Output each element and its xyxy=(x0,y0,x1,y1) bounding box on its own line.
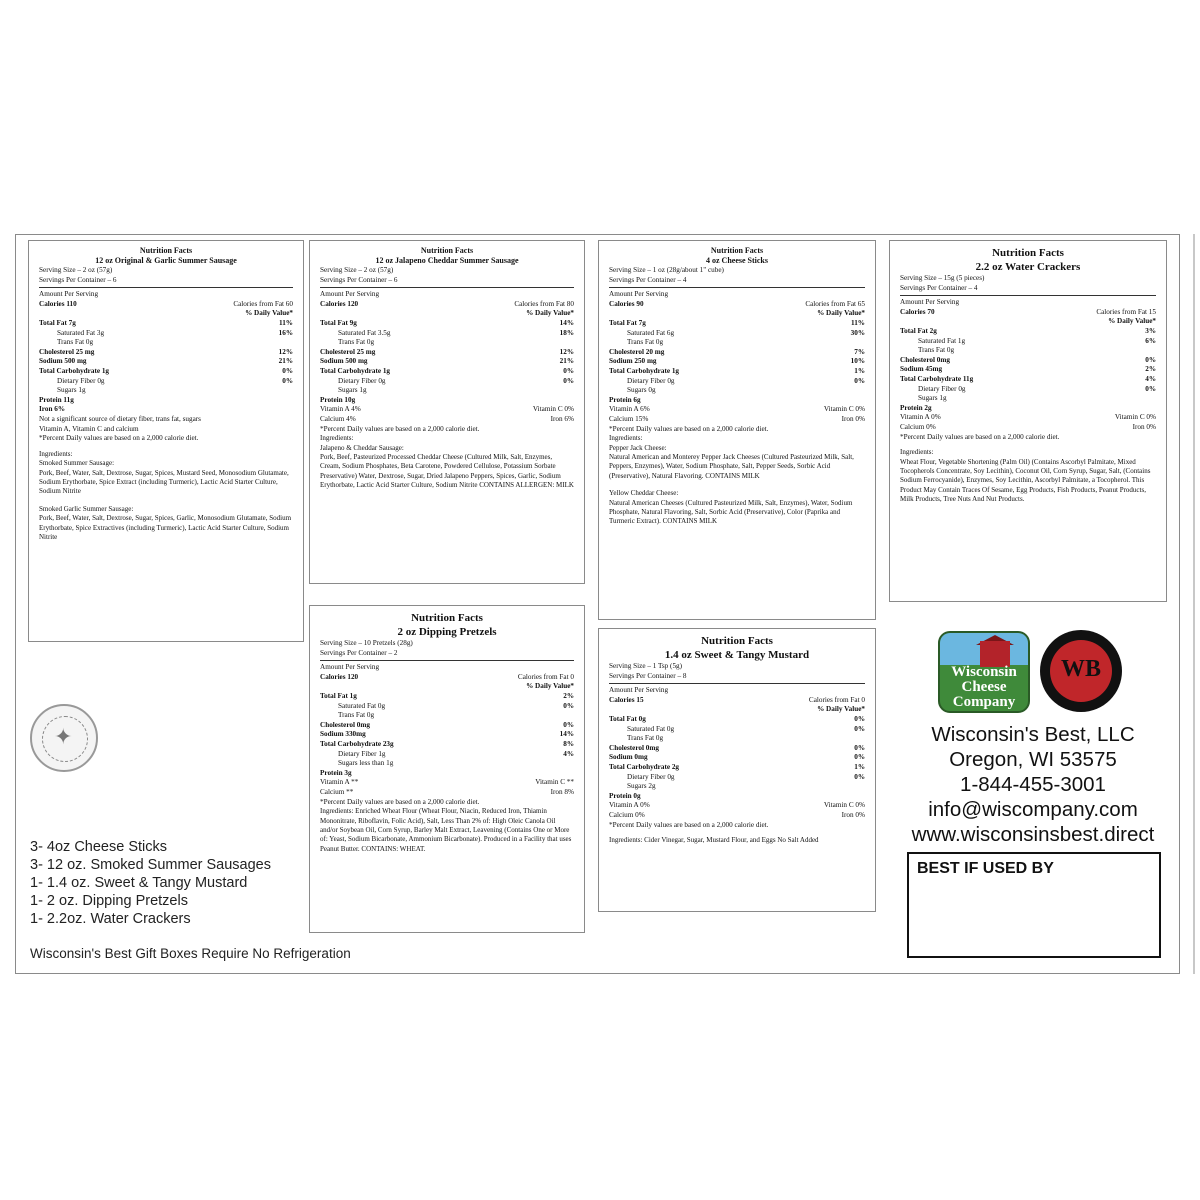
nutrient-name: Total Carbohydrate 2g xyxy=(609,762,680,771)
nutrient-dv: 0% xyxy=(854,743,865,752)
nutrient-name: Total Fat 1g xyxy=(320,691,357,700)
nutrient-dv: 0% xyxy=(282,376,293,385)
nutrient-dv: 0% xyxy=(854,376,865,385)
daily-value-heading: % Daily Value* xyxy=(817,705,865,714)
nutrient-row xyxy=(609,773,865,783)
ingredients-text: Ingredients: Enriched Wheat Flour (Wheat Flour, Niacin, Reduced Iron, Thiamin Mononitrate, Riboflavin, Folic Acid), Salt, Less Than 2% of: High Oleic Canola Oil and/or Soybean Oil, Corn Syrup, Barley Malt Extract, Leavening (Contains One or More of: Yeast, Sodium Bicarbonate, Ammonium Bicarbonate). Produced in a Facility that uses Peanut Butter. CONTAINS: WHEAT. xyxy=(320,807,572,853)
calories: Calories 120 xyxy=(320,299,359,308)
nutrient-row xyxy=(39,329,293,339)
nutrient-row xyxy=(609,792,865,802)
nutrient-dv: 8% xyxy=(563,739,574,748)
nutrient-name: Sugars 1g xyxy=(338,386,367,395)
wisconsin-cheese-company-logo: Wisconsin Cheese Company xyxy=(938,631,1030,713)
nutrient-dv: 1% xyxy=(854,762,865,771)
nutrient-dv: 0% xyxy=(1145,355,1156,364)
nutrient-name: Saturated Fat 1g xyxy=(918,336,966,345)
nutrient-name: Protein 2g xyxy=(900,403,932,412)
nutrient-row xyxy=(609,357,865,367)
nutrient-row xyxy=(39,386,293,396)
nutrient-name: Dietary Fiber 0g xyxy=(627,376,675,385)
vitamin-left: Calcium 15% xyxy=(609,414,649,423)
nutrient-row xyxy=(609,338,865,348)
nutrition-panel-cheese-sticks xyxy=(598,240,876,620)
nutrient-name: Total Carbohydrate 1g xyxy=(39,366,110,375)
daily-value-heading: % Daily Value* xyxy=(1108,317,1156,326)
edge-line xyxy=(1193,234,1195,974)
nutrient-name: Saturated Fat 0g xyxy=(338,701,386,710)
vitamin-right: Iron 8% xyxy=(550,787,574,796)
vitamin-left: Calcium 0% xyxy=(900,422,936,431)
nutrient-dv: 2% xyxy=(1145,365,1156,374)
nutrient-name: Saturated Fat 6g xyxy=(627,328,675,337)
nutrient-name: Dietary Fiber 0g xyxy=(627,772,675,781)
nutrient-name: Saturated Fat 3g xyxy=(57,328,105,337)
nutrient-dv: 1% xyxy=(854,366,865,375)
nutrient-name: Dietary Fiber 0g xyxy=(338,376,386,385)
ingredients-text: Pepper Jack Cheese: xyxy=(609,443,667,452)
nutrition-title: Nutrition Facts xyxy=(710,246,764,255)
nutrient-name: Cholesterol 0mg xyxy=(609,743,659,752)
vitamin-left: Vitamin A 0% xyxy=(900,413,941,422)
nutrient-row xyxy=(900,327,1156,337)
calories: Calories 15 xyxy=(609,695,644,704)
nutrient-row xyxy=(609,715,865,725)
nutrient-name: Sugars 1g xyxy=(918,394,947,403)
nutrient-row xyxy=(609,753,865,763)
nutrient-name: Sodium 45mg xyxy=(900,365,943,374)
nutrient-name: Protein 6g xyxy=(609,395,641,404)
nutrient-dv: 18% xyxy=(559,328,574,337)
daily-value-footnote: *Percent Daily values are based on a 2,000 calorie diet. xyxy=(39,434,199,443)
company-email: info@wiscompany.com xyxy=(928,798,1138,821)
nutrient-name: Total Fat 0g xyxy=(609,714,646,723)
nutrient-name: Dietary Fiber 0g xyxy=(918,384,966,393)
nutrient-row xyxy=(609,763,865,773)
nutrient-row xyxy=(609,725,865,735)
ingredients-text: Wheat Flour, Vegetable Shortening (Palm Oil) (Contains Ascorbyl Palmitate, Mixed Tocopherols Concentrate, Soy Lecithin), Coconut Oil, Corn Syrup, Sugar, Salt, (Contains Sodium Ferrocyanide), Enzymes, Soy Lecithin, Ascorbyl Palmitate, a Tocopherol. This Product May Contain Traces Of Sesame, Egg Products, Fish Products, Peanut Products, Milk Products, Tree Nuts And Nut Products. xyxy=(900,457,1151,504)
nutrient-row xyxy=(39,396,293,406)
vitamin-row xyxy=(320,415,574,425)
nutrient-row xyxy=(609,744,865,754)
best-if-used-by-label: BEST IF USED BY xyxy=(917,860,1054,877)
nutrient-row xyxy=(320,348,574,358)
divider xyxy=(320,287,574,288)
nutrient-dv: 0% xyxy=(563,701,574,710)
amount-per-serving: Amount Per Serving xyxy=(39,290,99,299)
nutrient-name: Trans Fat 0g xyxy=(338,711,375,720)
nutrient-row xyxy=(609,348,865,358)
wisconsins-best-logo: WB xyxy=(1040,630,1122,712)
nutrient-row xyxy=(609,734,865,744)
contents-item: 3- 12 oz. Smoked Summer Sausages xyxy=(30,857,271,873)
vitamin-right: Iron 0% xyxy=(841,810,865,819)
ingredients-text: Smoked Garlic Summer Sausage: xyxy=(39,504,134,513)
contents-item: 1- 2 oz. Dipping Pretzels xyxy=(30,893,188,909)
nutrition-panel-mustard xyxy=(598,628,876,912)
nutrient-name: Protein 3g xyxy=(320,768,352,777)
nutrient-row xyxy=(900,346,1156,356)
nutrient-row xyxy=(320,702,574,712)
nutrient-dv: 0% xyxy=(854,772,865,781)
nutrient-name: Saturated Fat 3.5g xyxy=(338,328,391,337)
nutrient-row xyxy=(609,782,865,792)
nutrient-dv: 7% xyxy=(854,347,865,356)
nutrient-row xyxy=(320,386,574,396)
ingredients-text: Smoked Summer Sausage: xyxy=(39,459,115,468)
nutrient-row xyxy=(320,692,574,702)
vitamin-left: Vitamin A 4% xyxy=(320,405,361,414)
nutrient-name: Protein 11g xyxy=(39,395,74,404)
ingredients-text: Jalapeno & Cheddar Sausage: xyxy=(320,443,404,452)
nutrient-row xyxy=(609,377,865,387)
nutrient-row xyxy=(609,367,865,377)
nutrient-dv: 0% xyxy=(1145,384,1156,393)
vitamin-row xyxy=(900,423,1156,433)
nutrient-dv: 3% xyxy=(1145,326,1156,335)
daily-value-footnote: *Percent Daily values are based on a 2,000 calorie diet. xyxy=(609,424,769,433)
nutrient-name: Total Carbohydrate 1g xyxy=(320,366,391,375)
nutrient-dv: 30% xyxy=(850,328,865,337)
nutrition-panel-summer-sausage xyxy=(28,240,304,642)
nutrient-name: Total Fat 7g xyxy=(39,318,76,327)
servings-per-container: Servings Per Container – 6 xyxy=(320,275,398,284)
calories-row xyxy=(609,300,865,310)
nutrient-dv: 6% xyxy=(1145,336,1156,345)
nutrient-row xyxy=(320,396,574,406)
divider xyxy=(320,660,574,661)
box-contents-list xyxy=(30,838,271,928)
servings-per-container: Servings Per Container – 6 xyxy=(39,275,117,284)
contents-item: 1- 2.2oz. Water Crackers xyxy=(30,911,191,927)
nutrient-dv: 0% xyxy=(282,366,293,375)
company-city: Oregon, WI 53575 xyxy=(949,748,1117,771)
nutrient-row xyxy=(320,377,574,387)
calories-from-fat: Calories from Fat 80 xyxy=(514,299,574,308)
product-name: 4 oz Cheese Sticks xyxy=(706,256,768,265)
nutrient-row xyxy=(320,769,574,779)
daily-value-heading: % Daily Value* xyxy=(526,309,574,318)
nutrient-row xyxy=(900,404,1156,414)
serving-size: Serving Size – 1 Tsp (5g) xyxy=(609,662,683,670)
nutrient-name: Sodium 0mg xyxy=(609,753,648,762)
amount-per-serving: Amount Per Serving xyxy=(609,290,669,299)
calories-row xyxy=(320,673,574,683)
nutrition-title: Nutrition Facts xyxy=(411,612,483,624)
nutrient-name: Cholesterol 0mg xyxy=(320,720,370,729)
daily-value-footnote: *Percent Daily values are based on a 2,000 calorie diet. xyxy=(900,432,1060,441)
servings-per-container: Servings Per Container – 4 xyxy=(900,283,978,292)
nutrition-title: Nutrition Facts xyxy=(992,247,1064,259)
nutrient-row xyxy=(900,356,1156,366)
vitamin-note: Vitamin A, Vitamin C and calcium xyxy=(39,424,139,433)
divider xyxy=(609,683,865,684)
vitamin-right: Vitamin C 0% xyxy=(532,405,574,414)
ingredients-text: Ingredients: xyxy=(39,449,73,458)
calories-row xyxy=(39,300,293,310)
vitamin-left: Vitamin A 6% xyxy=(609,405,650,414)
nutrient-dv: 21% xyxy=(559,357,574,366)
nutrition-panel-jalapeno-cheddar xyxy=(309,240,585,584)
ingredients-text: Pork, Beef, Pasteurized Processed Cheddar Cheese (Cultured Milk, Salt, Enzymes, Cream, Sodium Phosphates, Beta Carotene, Powdered Cellulose, Potassium Sorbate Preservative) Water, Dextrose, Sugar, Dried Jalapeno Peppers, Spices, Garlic, Sodium Erythorbate, Lactic Acid Starter Culture, Sodium Nitrite CONTAINS ALLERGEN: MILK xyxy=(320,452,574,490)
vitamin-right: Vitamin C 0% xyxy=(1114,413,1156,422)
vitamin-right: Vitamin C 0% xyxy=(823,405,865,414)
nutrient-name: Sugars 0g xyxy=(627,386,656,395)
nutrient-row xyxy=(39,348,293,358)
nutrition-panel-water-crackers xyxy=(889,240,1167,602)
servings-per-container: Servings Per Container – 8 xyxy=(609,671,687,680)
divider xyxy=(609,287,865,288)
nutrient-name: Saturated Fat 0g xyxy=(627,724,675,733)
vitamin-row xyxy=(609,415,865,425)
ingredients-text: Natural American Cheeses (Cultured Pasteurized Milk, Salt, Enzymes), Water, Sodium Phosphate, Natural Flavoring, Salt, Sorbic Acid (Preservative), Color (Paprika and Turmeric Extract). CONTAINS MILK xyxy=(609,498,853,526)
calories-from-fat: Calories from Fat 60 xyxy=(233,299,293,308)
nutrient-dv: 4% xyxy=(1145,374,1156,383)
nutrient-name: Cholesterol 25 mg xyxy=(320,347,376,356)
servings-per-container: Servings Per Container – 2 xyxy=(320,648,398,657)
vitamin-left: Vitamin A 0% xyxy=(609,801,650,810)
nutrient-row xyxy=(320,338,574,348)
vitamin-row xyxy=(900,413,1156,423)
nutrient-name: Total Fat 7g xyxy=(609,318,646,327)
nutrient-row xyxy=(320,329,574,339)
nutrient-dv: 16% xyxy=(278,328,293,337)
nutrient-row xyxy=(39,357,293,367)
nutrient-name: Protein 0g xyxy=(609,791,641,800)
amount-per-serving: Amount Per Serving xyxy=(609,686,669,695)
calories-from-fat: Calories from Fat 0 xyxy=(808,695,865,704)
nutrient-row xyxy=(320,740,574,750)
vitamin-right: Iron 6% xyxy=(550,414,574,423)
nutrient-row xyxy=(320,721,574,731)
refrigeration-note: Wisconsin's Best Gift Boxes Require No Refrigeration xyxy=(30,946,351,961)
divider xyxy=(900,295,1156,296)
serving-size: Serving Size – 15g (5 pieces) xyxy=(900,274,985,282)
nutrient-row xyxy=(320,750,574,760)
nutrient-name: Total Fat 2g xyxy=(900,326,937,335)
calories-row xyxy=(900,308,1156,318)
nutrient-row xyxy=(900,337,1156,347)
product-name: 12 oz Jalapeno Cheddar Summer Sausage xyxy=(375,256,519,265)
calories: Calories 110 xyxy=(39,299,77,308)
ingredients-text: Ingredients: xyxy=(900,448,934,457)
nutrient-row xyxy=(39,377,293,387)
ingredients-text: Yellow Cheddar Cheese: xyxy=(609,489,679,498)
nutrient-row xyxy=(609,329,865,339)
nutrient-row xyxy=(609,386,865,396)
nutrient-row xyxy=(320,367,574,377)
nutrient-name: Sodium 250 mg xyxy=(609,357,657,366)
product-name: 1.4 oz Sweet & Tangy Mustard xyxy=(664,649,810,661)
nutrient-dv: 21% xyxy=(278,357,293,366)
nutrient-dv: 12% xyxy=(559,347,574,356)
best-if-used-by-box xyxy=(907,852,1161,958)
contents-item: 1- 1.4 oz. Sweet & Tangy Mustard xyxy=(30,875,248,891)
servings-per-container: Servings Per Container – 4 xyxy=(609,275,687,284)
nutrient-name: Trans Fat 0g xyxy=(627,734,664,743)
nutrient-name: Total Carbohydrate 1g xyxy=(609,366,680,375)
daily-value-heading: % Daily Value* xyxy=(245,309,293,318)
nutrient-row xyxy=(609,396,865,406)
company-website: www.wisconsinsbest.direct xyxy=(911,823,1155,846)
nutrient-dv: 11% xyxy=(851,318,865,327)
ingredients-text: Pork, Beef, Water, Salt, Dextrose, Sugar, Spices, Garlic, Monosodium Glutamate, Sodium Erythorbate, Spice Extractives (including Turmeric), Lactic Acid Starter Culture, Sodium Nitrite xyxy=(39,514,292,541)
nutrient-name: Dietary Fiber 0g xyxy=(57,376,105,385)
nutrient-row xyxy=(900,375,1156,385)
nutrient-name: Sugars 1g xyxy=(57,386,86,395)
ingredients-text: Ingredients: Cider Vinegar, Sugar, Mustard Flour, and Eggs No Salt Added xyxy=(609,836,819,845)
amount-per-serving: Amount Per Serving xyxy=(320,663,380,672)
daily-value-heading: % Daily Value* xyxy=(817,309,865,318)
seal-stamp-icon: ✦ xyxy=(30,704,98,772)
nutrient-name: Total Carbohydrate 23g xyxy=(320,739,394,748)
daily-value-footnote: *Percent Daily values are based on a 2,000 calorie diet. xyxy=(609,820,769,829)
nutrient-dv: 0% xyxy=(563,720,574,729)
amount-per-serving: Amount Per Serving xyxy=(900,298,960,307)
nutrient-name: Cholesterol 20 mg xyxy=(609,347,665,356)
calories-row xyxy=(320,300,574,310)
nutrient-name: Trans Fat 0g xyxy=(57,338,94,347)
nutrient-name: Iron 6% xyxy=(39,405,66,414)
nutrition-title: Nutrition Facts xyxy=(420,246,474,255)
nutrient-name: Trans Fat 0g xyxy=(338,338,375,347)
serving-size: Serving Size – 10 Pretzels (28g) xyxy=(320,639,413,647)
vitamin-right: Vitamin C 0% xyxy=(823,801,865,810)
nutrient-row xyxy=(320,711,574,721)
product-name: 12 oz Original & Garlic Summer Sausage xyxy=(95,256,237,265)
vitamin-left: Vitamin A ** xyxy=(320,778,359,787)
nutrient-dv: 14% xyxy=(559,730,574,739)
vitamin-left: Calcium 0% xyxy=(609,810,645,819)
nutrient-row xyxy=(39,338,293,348)
nutrient-name: Total Fat 9g xyxy=(320,318,357,327)
nutrient-name: Sugars less than 1g xyxy=(338,759,394,768)
nutrient-name: Sugars 2g xyxy=(627,782,656,791)
calories-from-fat: Calories from Fat 65 xyxy=(805,299,865,308)
ingredients-text: Ingredients: xyxy=(609,434,643,443)
product-name: 2.2 oz Water Crackers xyxy=(975,261,1081,273)
nutrient-name: Cholesterol 0mg xyxy=(900,355,950,364)
vitamin-row xyxy=(609,801,865,811)
calories-from-fat: Calories from Fat 15 xyxy=(1096,307,1156,316)
ingredients-text xyxy=(39,497,293,505)
ingredients-text: Ingredients: xyxy=(320,434,354,443)
nutrient-dv: 4% xyxy=(563,749,574,758)
nutrient-name: Total Carbohydrate 11g xyxy=(900,374,974,383)
nutrient-name: Sodium 500 mg xyxy=(320,357,368,366)
nutrient-name: Trans Fat 0g xyxy=(918,346,955,355)
vitamin-row xyxy=(320,778,574,788)
vitamin-right: Iron 0% xyxy=(841,414,865,423)
nutrient-name: Dietary Fiber 1g xyxy=(338,749,386,758)
contents-item: 3- 4oz Cheese Sticks xyxy=(30,839,168,855)
product-name: 2 oz Dipping Pretzels xyxy=(397,626,497,638)
company-phone: 1-844-455-3001 xyxy=(960,773,1106,796)
company-info xyxy=(898,722,1168,847)
divider xyxy=(39,287,293,288)
nutrient-dv: 0% xyxy=(563,366,574,375)
nutrient-dv: 14% xyxy=(559,318,574,327)
serving-size: Serving Size – 2 oz (57g) xyxy=(39,266,113,274)
nutrient-row xyxy=(320,759,574,769)
nutrient-row xyxy=(39,319,293,329)
nutrient-row xyxy=(320,357,574,367)
vitamin-row xyxy=(320,405,574,415)
nutrient-name: Protein 10g xyxy=(320,395,356,404)
company-name: Wisconsin's Best, LLC xyxy=(931,723,1135,746)
calories: Calories 90 xyxy=(609,299,644,308)
nutrient-dv: 0% xyxy=(854,753,865,762)
nutrient-row xyxy=(900,365,1156,375)
amount-per-serving: Amount Per Serving xyxy=(320,290,380,299)
nutrient-dv: 2% xyxy=(563,691,574,700)
nutrition-title: Nutrition Facts xyxy=(139,246,193,255)
nutrient-row xyxy=(609,319,865,329)
nutrient-name: Cholesterol 25 mg xyxy=(39,347,95,356)
daily-value-footnote: *Percent Daily values are based on a 2,000 calorie diet. xyxy=(320,424,480,433)
vitamin-note: Not a significant source of dietary fiber, trans fat, sugars xyxy=(39,414,201,423)
nutrient-dv: 12% xyxy=(278,347,293,356)
nutrient-dv: 0% xyxy=(854,724,865,733)
ingredients-text: Pork, Beef, Water, Salt, Dextrose, Sugar, Spices, Mustard Seed, Monosodium Glutamate, Sodium Erythorbate, Spice Extract (including Turmeric), Lactic Acid Starter Culture, Sodium Nitrite xyxy=(39,468,289,496)
calories: Calories 70 xyxy=(900,307,935,316)
nutrient-row xyxy=(39,367,293,377)
ingredients-text xyxy=(609,481,865,489)
nutrient-dv: 11% xyxy=(279,318,293,327)
vitamin-right: Iron 0% xyxy=(1132,422,1156,431)
serving-size: Serving Size – 1 oz (28g/about 1" cube) xyxy=(609,266,724,274)
vitamin-left: Calcium 4% xyxy=(320,414,356,423)
nutrition-title: Nutrition Facts xyxy=(701,635,773,647)
nutrient-name: Sodium 500 mg xyxy=(39,357,87,366)
nutrition-panel-dipping-pretzels xyxy=(309,605,585,933)
calories-row xyxy=(609,696,865,706)
daily-value-footnote: *Percent Daily values are based on a 2,000 calorie diet. xyxy=(320,797,480,806)
serving-size: Serving Size – 2 oz (57g) xyxy=(320,266,394,274)
nutrient-row xyxy=(900,385,1156,395)
daily-value-heading: % Daily Value* xyxy=(526,682,574,691)
calories-from-fat: Calories from Fat 0 xyxy=(517,672,574,681)
ingredients-text: Natural American and Monterey Pepper Jack Cheeses (Cultured Pasteurized Milk, Salt, Peppers, Enzymes), Water, Sodium Phosphate, Salt, Pepper Seeds, Sorbic Acid (Preservative), Natural Flavoring. CONTAINS MILK xyxy=(609,452,854,480)
nutrient-row xyxy=(900,394,1156,404)
nutrient-row xyxy=(39,405,293,415)
nutrient-row xyxy=(320,319,574,329)
nutrient-dv: 10% xyxy=(850,357,865,366)
nutrient-dv: 0% xyxy=(854,714,865,723)
vitamin-left: Calcium ** xyxy=(320,787,354,796)
nutrient-row xyxy=(320,730,574,740)
vitamin-row xyxy=(609,405,865,415)
vitamin-row xyxy=(320,788,574,798)
calories: Calories 120 xyxy=(320,672,359,681)
vitamin-row xyxy=(609,811,865,821)
nutrient-name: Sodium 330mg xyxy=(320,730,366,739)
nutrient-name: Trans Fat 0g xyxy=(627,338,664,347)
nutrient-dv: 0% xyxy=(563,376,574,385)
vitamin-right: Vitamin C ** xyxy=(535,778,574,787)
